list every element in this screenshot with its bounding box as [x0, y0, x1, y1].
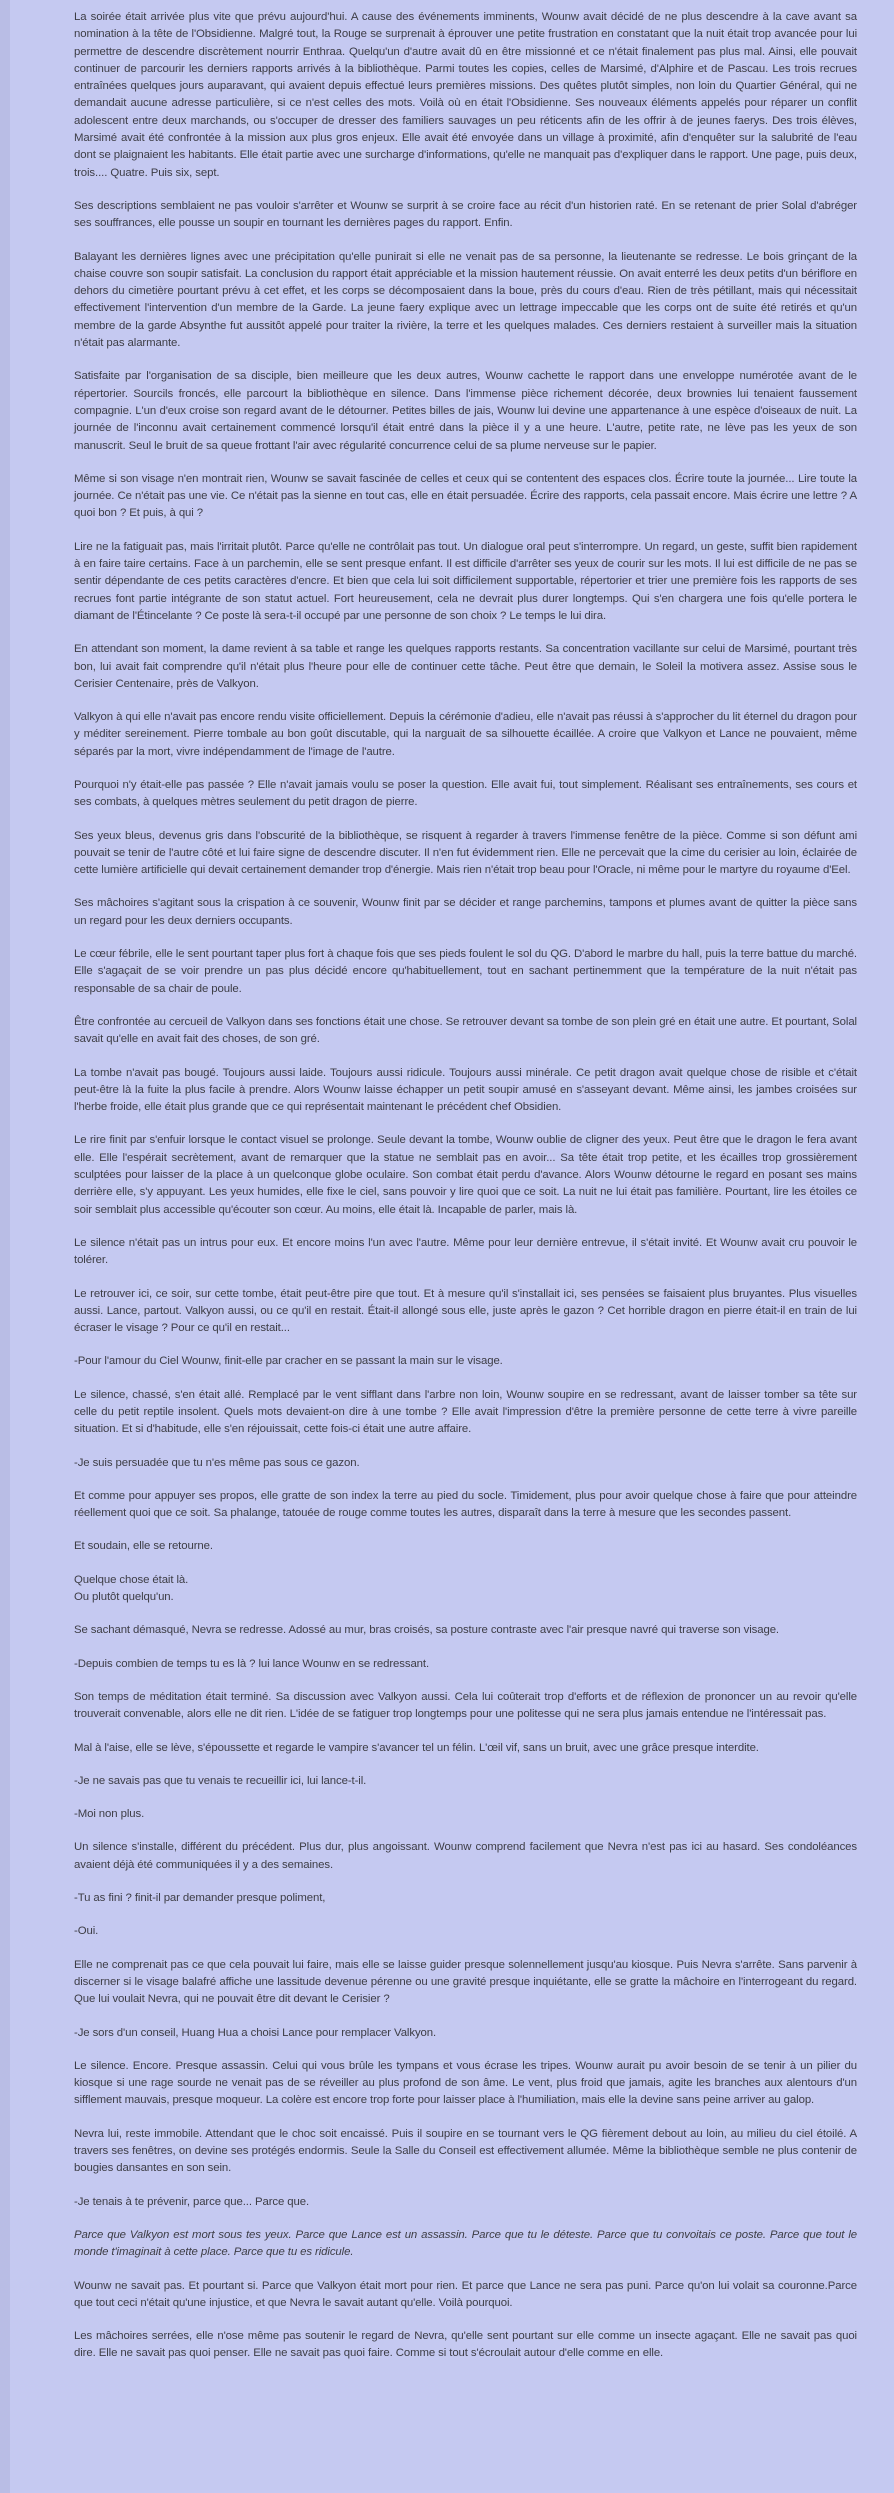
story-text-body	[10, 0, 894, 2399]
paragraph: Les mâchoires serrées, elle n'ose même pas soutenir le regard de Nevra, qu'elle sent pourtant sur elle comme un insecte agaçant. Elle ne savait pas quoi dire. Elle ne savait pas quoi penser. Elle ne savait pas quoi faire. Comme si tout s'écroulait autour d'elle comme en elle.	[74, 2330, 857, 2360]
paragraph: Et comme pour appuyer ses propos, elle gratte de son index la terre au pied du socle. Timidement, plus pour avoir quelque chose à faire que pour atteindre réellement quoi que ce soit. Sa phalange, tatouée de rouge comme toutes les autres, disparaît dans la terre à mesure que les secondes passent.	[74, 1489, 857, 1520]
paragraph: -Je tenais à te prévenir, parce que... Parce que.	[74, 2195, 310, 2208]
paragraph: Ses mâchoires s'agitant sous la crispation à ce souvenir, Wounw finit par se décider et range parchemins, tampons et plumes avant de quitter la pièce sans un regard pour les deux derniers occupants.	[74, 897, 857, 927]
paragraph: Et soudain, elle se retourne.	[74, 1540, 213, 1553]
paragraph: Son temps de méditation était terminé. Sa discussion avec Valkyon aussi. Cela lui coûterait trop d'efforts et de réflexion de prononcer un au revoir qu'elle trouverait convenable, alors elle ne dit rien. L'idée de se fatiguer trop longtemps pour une politesse qui ne sera plus jamais entendue ne l'intéressait pas.	[74, 1690, 857, 1721]
paragraph: Un silence s'installe, différent du précédent. Plus dur, plus angoissant. Wounw comprend facilement que Nevra n'est pas ici au hasard. Ses condoléances avaient déjà été communiquées il y a des semaines.	[74, 1841, 857, 1871]
paragraph: Wounw ne savait pas. Et pourtant si. Parce que Valkyon était mort pour rien. Et parce que Lance ne sera pas puni. Parce qu'on lui volait sa couronne.Parce que tout ceci n'était qu'une injustice, et que Nevra le savait autant qu'elle. Voilà pourquoi.	[74, 2279, 857, 2309]
paragraph: -Pour l'amour du Ciel Wounw, finit-elle par cracher en se passant la main sur le visage.	[74, 1355, 503, 1368]
paragraph: Parce que Valkyon est mort sous tes yeux. Parce que Lance est un assassin. Parce que tu le déteste. Parce que tu convoitais ce poste. Parce que tout le monde t'imaginait à cette place. Parce que tu es ridicule.	[74, 2228, 857, 2259]
paragraph: -Moi non plus.	[74, 1808, 145, 1821]
paragraph: Se sachant démasqué, Nevra se redresse. Adossé au mur, bras croisés, sa posture contraste avec l'air presque navré qui traverse son visage.	[74, 1624, 779, 1637]
paragraph: -Depuis combien de temps tu es là ? lui lance Wounw en se redressant.	[74, 1657, 430, 1670]
paragraph: Balayant les dernières lignes avec une précipitation qu'elle punirait si elle ne venait pas de sa personne, la lieutenante se redresse. Le bois grinçant de la chaise couvre son soupir satisfait. La conclusion du rapport était appréciable et la mission hautement réussie. On avait enterré les deux petits d'un bériflore en dehors du cimetière pourtant prévu à cet effet, et les corps se décomposaient dans la boue, près du cours d'eau. Rien de très pétillant, mais qui nécessitait effectivement l'intervention d'un membre de la Garde. La jeune faery explique avec un lettrage impeccable que les corps ont de suite été retirés et qu'un membre de la garde Absynthe fut aussitôt appelé pour traiter la rivière, la terre et les quelques malades. Ces derniers restaient à surveiller mais la situation n'était pas alarmante.	[74, 250, 857, 350]
paragraph: En attendant son moment, la dame revient à sa table et range les quelques rapports restants. Sa concentration vacillante sur celui de Marsimé, pourtant très bon, lui avait fait comprendre qu'il n'était plus l'heure pour elle de continuer cette tâche. Peut être que demain, le Soleil la motivera assez. Assise sous le Cerisier Centenaire, près de Valkyon.	[74, 643, 857, 690]
paragraph: Ses descriptions semblaient ne pas vouloir s'arrêter et Wounw se surprit à se croire face au récit d'un historien raté. En se retenant de prier Solal d'abréger ses souffrances, elle pousse un soupir en tournant les dernières pages du rapport. Enfin.	[74, 199, 857, 230]
paragraph: Le silence. Encore. Presque assassin. Celui qui vous brûle les tympans et vous écrase les tripes. Wounw aurait pu avoir besoin de se tenir à un pilier du kiosque si une rage sourde ne venait pas de se réveiller au plus profond de son âme. Le vent, plus froid que jamais, agite les branches aux alentours d'un sifflement mauvais, presque moqueur. La colère est encore trop forte pour laisser place à l'humiliation, mais elle la devine sans peine arriver au galop.	[74, 2059, 857, 2107]
paragraph: Être confrontée au cercueil de Valkyon dans ses fonctions était une chose. Se retrouver devant sa tombe de son plein gré en était une autre. Et pourtant, Solal savait qu'elle en avait fait des choses, de son gré.	[74, 1015, 857, 1046]
paragraph: -Je suis persuadée que tu n'es même pas sous ce gazon.	[74, 1456, 360, 1469]
page-edge-strip	[0, 0, 10, 2493]
paragraph: Le silence n'était pas un intrus pour eux. Et encore moins l'un avec l'autre. Même pour leur dernière entrevue, il s'était invité. Et Wounw avait cru pouvoir le tolérer.	[74, 1236, 857, 1267]
paragraph: Elle ne comprenait pas ce que cela pouvait lui faire, mais elle se laisse guider presque solennellement jusqu'au kiosque. Puis Nevra s'arrête. Sans parvenir à discerner si le visage balafré affiche une lassitude devenue pérenne ou une gravité presque inquiétante, elle se gratte la mâchoire en l'interrogeant du regard. Que lui voulait Nevra, qui ne pouvait être dit devant le Cerisier ?	[74, 1958, 857, 2006]
paragraph: Le rire finit par s'enfuir lorsque le contact visuel se prolonge. Seule devant la tombe, Wounw oublie de cligner des yeux. Peut être que le dragon le fera avant elle. Elle l'espérait secrètement, avant de remarquer que la statue ne semblait pas en avoir... Sa tête était trop petite, et les écailles trop grossièrement sculptées pour laisser de la place à un quelconque globe oculaire. Son combat était perdu d'avance. Alors Wounw détourne le regard en posant ses mains derrière elle, s'y appuyant. Les yeux humides, elle fixe le ciel, sans pouvoir y lire quoi que ce soit. La nuit ne lui était pas familière. Pourtant, lire les étoiles ce soir semblait plus accessible qu'écouter son cœur. Au moins, elle était là. Incapable de parler, mais là.	[74, 1134, 857, 1216]
paragraph: Quelque chose était là. Ou plutôt quelqu'un.	[74, 1573, 189, 1604]
paragraph: Le cœur fébrile, elle le sent pourtant taper plus fort à chaque fois que ses pieds foulent le sol du QG. D'abord le marbre du hall, puis la terre battue du marché. Elle s'agaçait de se voir prendre un pas plus décidé encore qu'habituellement, tout en sachant pertinemment que la température de la nuit n'était pas responsable de sa chair de poule.	[74, 948, 857, 995]
paragraph: Même si son visage n'en montrait rien, Wounw se savait fascinée de celles et ceux qui se contentent des espaces clos. Écrire toute la journée... Lire toute la journée. Ce n'était pas une vie. Ce n'était pas la sienne en tout cas, elle en était persuadée. Écrire des rapports, cela passait encore. Mais écrire une lettre ? A quoi bon ? Et puis, à qui ?	[74, 472, 857, 520]
paragraph: Mal à l'aise, elle se lève, s'époussette et regarde le vampire s'avancer tel un félin. L'œil vif, sans un bruit, avec une grâce presque interdite.	[74, 1741, 759, 1754]
paragraph: Satisfaite par l'organisation de sa disciple, bien meilleure que les deux autres, Wounw cachette le rapport dans une enveloppe numérotée avant de le répertorier. Sourcils froncés, elle parcourt la bibliothèque en silence. Dans l'immense pièce richement décorée, deux brownies lui tenaient faussement compagnie. L'un d'eux croise son regard avant de le détourner. Petites billes de jais, Wounw lui devine une appartenance à une espèce d'oiseaux de nuit. La journée de l'inconnu avait certainement commencé lorsqu'il était entré dans la pièce il y a une heure. L'autre, petite rate, ne lève pas les yeux de son manuscrit. Seul le bruit de sa queue frottant l'air avec régularité concurrence celui de sa plume nerveuse sur le papier.	[74, 370, 857, 452]
paragraph: Lire ne la fatiguait pas, mais l'irritait plutôt. Parce qu'elle ne contrôlait pas tout. Un dialogue oral peut s'interrompre. Un regard, un geste, suffit bien rapidement à en faire taire certains. Face à un parchemin, elle se sent presque enfant. Il est difficile d'arrêter ses yeux de courir sur les mots. Il lui est difficile de ne pas se sentir dépendante de ces petits caractères d'encre. Et bien que cela lui soit difficilement supportable, répertorier et trier une première fois les rapports de ses recrues font partie intégrante de son statut actuel. Fort heureusement, cela ne devrait plus durer longtemps. Qui s'en chargera une fois qu'elle portera le diamant de l'Étincelante ? Ce poste là sera-t-il occupé par une personne de son choix ? Le temps le lui dira.	[74, 540, 857, 622]
paragraph: -Tu as fini ? finit-il par demander presque poliment,	[74, 1892, 326, 1905]
paragraph: La tombe n'avait pas bougé. Toujours aussi laide. Toujours aussi ridicule. Toujours aussi minérale. Ce petit dragon avait quelque chose de risible et c'était peut-être là la fuite la plus facile à prendre. Alors Wounw laisse échapper un petit soupir amusé en s'asseyant devant. Même ainsi, les jambes croisées sur l'herbe froide, elle était plus grande que ce qui représentait maintenant le précédent chef Obsidien.	[74, 1066, 857, 1114]
paragraph: La soirée était arrivée plus vite que prévu aujourd'hui. A cause des événements imminents, Wounw avait décidé de ne plus descendre à la cave avant sa nomination à la tête de l'Obsidienne. Malgré tout, la Rouge se surprenait à éprouver une petite frustration en constatant que la nuit était trop avancée pour lui permettre de descendre discrètement nourrir Enthraa. Quelqu'un d'autre avait dû en être missionné et ce n'était finalement pas plus mal. Ainsi, elle pouvait continuer de parcourir les derniers rapports arrivés à la bibliothèque. Parmi toutes les copies, celles de Marsimé, d'Alphire et de Pascau. Les trois recrues entraînées quelques jours auparavant, qui avaient depuis effectué leurs premières missions. Des quêtes plutôt simples, non loin du Quartier Général, qui ne demandait aucune adresse particulière, si ce n'est celles des mots. Voilà où en était l'Obsidienne. Ses nouveaux éléments appelés pour réparer un conflit adolescent entre deux marchands, ou s'occuper de dresser des familiers sauvages un peu réticents afin de les offrir à de jeunes faerys. Des trois élèves, Marsimé avait été confrontée à la mission aux plus gros enjeux. Elle avait été envoyée dans un village à proximité, afin d'enquêter sur la salubrité de l'eau dont se plaignaient les habitants. Elle était partie avec une surcharge d'informations, qu'elle ne manquait pas d'expliquer dans le rapport. Une page, puis deux, trois.... Quatre. Puis six, sept.	[74, 11, 857, 179]
paragraph: Pourquoi n'y était-elle pas passée ? Elle n'avait jamais voulu se poser la question. Elle avait fui, tout simplement. Réalisant ses entraînements, ses cours et ses combats, à quelques mètres seulement du petit dragon de pierre.	[74, 778, 857, 809]
paragraph: Le retrouver ici, ce soir, sur cette tombe, était peut-être pire que tout. Et à mesure qu'il s'installait ici, ses pensées se faisaient plus bruyantes. Plus visuelles aussi. Lance, partout. Valkyon aussi, ou ce qu'il en restait. Était-il allongé sous elle, juste après le gazon ? Cet horrible dragon en pierre était-il en train de lui écraser le visage ? Pour ce qu'il en restait...	[74, 1287, 857, 1335]
paragraph: -Oui.	[74, 1925, 99, 1938]
paragraph: -Je sors d'un conseil, Huang Hua a choisi Lance pour remplacer Valkyon.	[74, 2026, 437, 2039]
paragraph: -Je ne savais pas que tu venais te recueillir ici, lui lance-t-il.	[74, 1774, 367, 1787]
paragraph: Ses yeux bleus, devenus gris dans l'obscurité de la bibliothèque, se risquent à regarder à travers l'immense fenêtre de la pièce. Comme si son défunt ami pouvait se tenir de l'autre côté et lui faire signe de descendre discuter. Il n'en fut évidemment rien. Elle ne percevait que la cime du cerisier au loin, éclairée de cette lumière artificielle qui devait certainement demander trop d'énergie. Mais rien n'était trop beau pour l'Oracle, ni même pour le martyre du royaume d'Eel.	[74, 829, 857, 877]
paragraph: Valkyon à qui elle n'avait pas encore rendu visite officiellement. Depuis la cérémonie d'adieu, elle n'avait pas réussi à s'approcher du lit éternel du dragon pour y méditer sereinement. Pierre tombale au bon goût discutable, qui la narguait de sa silhouette écaillée. A croire que Valkyon et Lance ne pouvaient, même séparés par la mort, vivre indépendamment de l'image de l'autre.	[74, 711, 857, 758]
paragraph: Nevra lui, reste immobile. Attendant que le choc soit encaissé. Puis il soupire en se tournant vers le QG fièrement debout au loin, au milieu du ciel étoilé. A travers ses fenêtres, on devine ses protégés endormis. Seule la Salle du Conseil est effectivement allumée. Même la bibliothèque semble ne plus contenir de bougies dansantes en son sein.	[74, 2127, 857, 2175]
paragraph: Le silence, chassé, s'en était allé. Remplacé par le vent sifflant dans l'arbre non loin, Wounw soupire en se redressant, avant de laisser tomber sa tête sur celle du petit reptile insolent. Quels mots devaient-on dire à une tombe ? Elle avait l'impression d'être la première personne de cette terre à vivre pareille situation. Et si d'habitude, elle s'en réjouissait, cette fois-ci était une autre affaire.	[74, 1388, 857, 1436]
